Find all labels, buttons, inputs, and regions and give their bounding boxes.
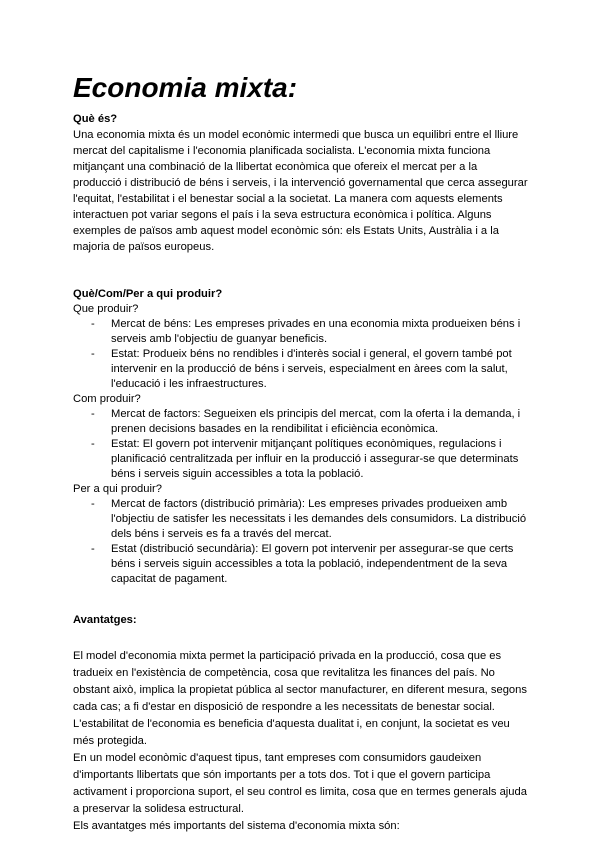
advantages-paragraph-1: El model d'economia mixta permet la participació privada en la producció, cosa que es tradueix en l'existència de competència, cosa que revitalitza les finances del país. No obstant això, implica la propietat pública al sector manufacturer, en diferent mesura, segons cada cas; a fi d'estar en disposició de respondre a les necessitats de benestar social.: [73, 650, 527, 713]
list-item: - Estat: El govern pot intervenir mitjançant polítiques econòmiques, regulacions i planificació centralitzada per influir en la producció i assegurar-se que determinats béns i serveis siguin accessibles a tota la població.: [91, 437, 528, 482]
subheading-how-to-produce: Com produir?: [73, 393, 141, 405]
section-heading-how: Què/Com/Per a qui produir?: [73, 288, 223, 300]
document-page: [73, 70, 528, 835]
list-item: - Mercat de béns: Les empreses privades en una economia mixta produeixen béns i serveis amb l'objectiu de guanyar beneficis.: [91, 317, 528, 347]
list-item: - Estat: Produeix béns no rendibles i d'interès social i general, el govern també pot intervenir en la producció de béns i serveis, especialment en àrees com la salut, l'educació i les infraestructures.: [91, 347, 528, 392]
list-for-whom: [73, 497, 528, 587]
advantages-paragraph-2: L'estabilitat de l'economia es beneficia d'aquesta dualitat i, en conjunt, la societat es veu més protegida.: [73, 718, 510, 747]
list-item: - Mercat de factors (distribució primària): Les empreses privades produeixen amb l'objectiu de satisfer les necessitats i les demandes dels consumidors. La distribució dels béns i serveis es fa a través del mercat.: [91, 497, 528, 542]
list-item: - Estat (distribució secundària): El govern pot intervenir per assegurar-se que certs béns i serveis siguin accessibles a tota la població, independentment de la seva capacitat de pagament.: [91, 542, 528, 587]
advantages-body: [73, 648, 528, 835]
list-how-to-produce: [73, 407, 528, 482]
advantages-paragraph-3: En un model econòmic d'aquest tipus, tant empreses com consumidors gaudeixen d'importants llibertats que són importants per a tots dos. Tot i que el govern participa activament i proporciona suport, el seu control es limita, cosa que en termes generals ajuda a preservar la solidesa estructural.: [73, 752, 527, 815]
subheading-for-whom: Per a qui produir?: [73, 483, 162, 495]
list-what-to-produce: [73, 317, 528, 392]
definition-paragraph: Una economia mixta és un model econòmic intermedi que busca un equilibri entre el lliure mercat del capitalisme i l'economia planificada socialista. L'economia mixta funciona mitjançant una combinació de la llibertat econòmica que ofereix el mercat per a la producció i distribució de béns i serveis, i la intervenció governamental que cerca assegurar l'equitat, l'estabilitat i el benestar social a la societat. La manera com aquests elements interactuen pot variar segons el país i la seva estructura econòmica i política. Alguns exemples de països amb aquest model econòmic són: els Estats Units, Austràlia i a la majoria de països europeus.: [73, 129, 528, 253]
subheading-what-to-produce: Que produir?: [73, 303, 139, 315]
document-title: Economia mixta:: [73, 72, 298, 103]
section-heading-advantages: Avantatges:: [73, 614, 137, 626]
list-item: - Mercat de factors: Segueixen els principis del mercat, com la oferta i la demanda, i prenen decisions basades en la rendibilitat i eficiència econòmica.: [91, 407, 528, 437]
advantages-paragraph-4: Els avantatges més importants del sistema d'economia mixta són:: [73, 820, 400, 832]
section-heading-what: Què és?: [73, 113, 118, 125]
